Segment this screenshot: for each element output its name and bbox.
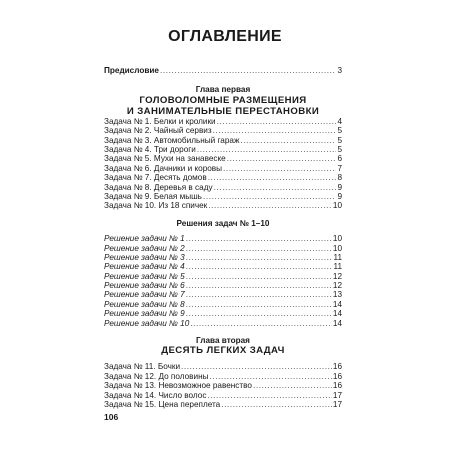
toc-entry-title: Предисловие bbox=[104, 66, 159, 75]
toc-leader-dots bbox=[186, 234, 332, 243]
toc-leader-dots bbox=[207, 391, 331, 400]
toc-leader-dots bbox=[240, 136, 336, 145]
toc-entry-title: Решение задачи № 1 bbox=[104, 234, 185, 244]
toc-leader-dots bbox=[214, 183, 337, 192]
toc-leader-dots bbox=[186, 309, 332, 318]
toc-leader-dots bbox=[209, 372, 331, 381]
toc-leader-dots bbox=[186, 272, 332, 281]
toc-entry-title: Решение задачи № 7 bbox=[104, 290, 185, 300]
page-title: ОГЛАВЛЕНИЕ bbox=[168, 28, 282, 45]
toc-leader-dots bbox=[208, 173, 337, 182]
toc-entry-page: 11 bbox=[333, 252, 342, 262]
toc-entry-title: Решение задачи № 4 bbox=[104, 262, 185, 272]
toc-entry bbox=[104, 290, 342, 299]
toc-leader-dots bbox=[186, 253, 333, 262]
toc-leader-dots bbox=[221, 400, 332, 409]
toc-leader-dots bbox=[223, 164, 336, 173]
toc-entry-title: Задача № 9. Белая мышь bbox=[104, 191, 202, 201]
toc-entry-title: Задача № 13. Невозможное равенство bbox=[104, 381, 252, 391]
toc-entry-page: 16 bbox=[332, 371, 342, 381]
toc-entry-title: Задача № 2. Чайный сервиз bbox=[104, 126, 212, 136]
table-of-contents bbox=[104, 66, 342, 409]
toc-entry bbox=[104, 183, 342, 192]
toc-entry bbox=[104, 201, 342, 210]
toc-leader-dots bbox=[186, 281, 332, 290]
toc-entry-preface bbox=[104, 66, 342, 75]
toc-entry bbox=[104, 192, 342, 201]
toc-entry bbox=[104, 173, 342, 182]
toc-entry-title: Задача № 4. Три дороги bbox=[104, 144, 196, 154]
toc-entry bbox=[104, 253, 342, 262]
toc-entry bbox=[104, 400, 342, 409]
toc-entry-title: Решение задачи № 5 bbox=[104, 271, 185, 281]
toc-entry-page: 10 bbox=[332, 234, 342, 244]
toc-entry-title: Решение задачи № 9 bbox=[104, 309, 185, 319]
chapter1-title-line2: И ЗАНИМАТЕЛЬНЫЕ ПЕРЕСТАНОВКИ bbox=[126, 105, 320, 117]
toc-entry-title: Задача № 12. До половины bbox=[104, 371, 209, 381]
toc-leader-dots bbox=[190, 319, 332, 328]
toc-leader-dots bbox=[186, 300, 332, 309]
toc-entry-page: 9 bbox=[337, 191, 342, 201]
toc-entry-page: 16 bbox=[332, 362, 342, 372]
toc-entry bbox=[104, 126, 342, 135]
toc-entry bbox=[104, 117, 342, 126]
toc-entry-title: Задача № 14. Число волос bbox=[104, 390, 207, 400]
toc-entry bbox=[104, 381, 342, 390]
toc-entry-page: 14 bbox=[332, 318, 342, 328]
chapter2-entries bbox=[104, 362, 342, 409]
toc-entry-page: 16 bbox=[332, 381, 342, 391]
toc-entry bbox=[104, 244, 342, 253]
toc-entry bbox=[104, 272, 342, 281]
toc-entry-page: 7 bbox=[337, 163, 342, 173]
toc-entry bbox=[104, 164, 342, 173]
toc-entry-title: Решение задачи № 3 bbox=[104, 252, 185, 262]
page-number: 106 bbox=[104, 412, 119, 422]
toc-entry bbox=[104, 145, 342, 154]
toc-entry bbox=[104, 300, 342, 309]
toc-entry-page: 5 bbox=[337, 135, 342, 145]
toc-entry-title: Решение задачи № 6 bbox=[104, 281, 185, 291]
toc-leader-dots bbox=[160, 66, 336, 75]
toc-leader-dots bbox=[181, 362, 332, 371]
toc-entry-title: Задача № 8. Деревья в саду bbox=[104, 182, 213, 192]
toc-entry-title: Задача № 15. Цена переплета bbox=[104, 399, 221, 409]
toc-entry-page: 9 bbox=[337, 182, 342, 192]
toc-entry-title: Решение задачи № 8 bbox=[104, 299, 185, 309]
toc-entry bbox=[104, 234, 342, 243]
toc-leader-dots bbox=[186, 262, 333, 271]
toc-leader-dots bbox=[203, 192, 336, 201]
chapter1-title-line1: ГОЛОВОЛОМНЫЕ РАЗМЕЩЕНИЯ bbox=[139, 94, 307, 106]
toc-entry-page: 10 bbox=[332, 201, 342, 211]
toc-entry-page: 8 bbox=[337, 173, 342, 183]
chapter1-label: Глава первая bbox=[195, 85, 251, 95]
toc-entry-page: 12 bbox=[332, 271, 342, 281]
toc-entry-page: 5 bbox=[337, 126, 342, 136]
toc-entry bbox=[104, 372, 342, 381]
toc-entry bbox=[104, 262, 342, 271]
toc-leader-dots bbox=[197, 145, 337, 154]
toc-entry-title: Решение задачи № 2 bbox=[104, 243, 185, 253]
toc-entry-title: Решение задачи № 10 bbox=[104, 318, 190, 328]
chapter1-entries bbox=[104, 117, 342, 211]
toc-leader-dots bbox=[186, 244, 332, 253]
toc-leader-dots bbox=[227, 154, 337, 163]
toc-leader-dots bbox=[213, 126, 337, 135]
toc-entry-page: 12 bbox=[332, 281, 342, 291]
toc-entry bbox=[104, 362, 342, 371]
toc-leader-dots bbox=[208, 201, 332, 210]
toc-entry-page: 10 bbox=[332, 243, 342, 253]
chapter2-title-line1: ДЕСЯТЬ ЛЕГКИХ ЗАДАЧ bbox=[161, 345, 285, 357]
toc-entry-title: Задача № 6. Дачники и коровы bbox=[104, 163, 223, 173]
toc-entry-page: 5 bbox=[337, 144, 342, 154]
toc-entry-title: Задача № 3. Автомобильный гараж bbox=[104, 135, 240, 145]
toc-entry-page: 17 bbox=[332, 390, 342, 400]
toc-entry-title: Задача № 7. Десять домов bbox=[104, 173, 207, 183]
toc-entry-page: 14 bbox=[332, 299, 342, 309]
toc-entry bbox=[104, 136, 342, 145]
toc-entry-page: 13 bbox=[332, 290, 342, 300]
toc-entry-title: Задача № 1. Белки и кролики bbox=[104, 116, 216, 126]
toc-entry bbox=[104, 154, 342, 163]
solutions1-entries bbox=[104, 234, 342, 328]
toc-entry bbox=[104, 319, 342, 328]
toc-entry-title: Задача № 10. Из 18 спичек bbox=[104, 201, 208, 211]
toc-entry-page: 14 bbox=[332, 309, 342, 319]
toc-leader-dots bbox=[217, 117, 337, 126]
toc-entry bbox=[104, 281, 342, 290]
toc-entry-page: 17 bbox=[332, 399, 342, 409]
toc-entry-page: 3 bbox=[337, 66, 342, 75]
toc-entry-page: 11 bbox=[333, 262, 342, 272]
toc-leader-dots bbox=[186, 290, 332, 299]
toc-entry-title: Задача № 5. Мухи на занавеске bbox=[104, 154, 226, 164]
toc-entry bbox=[104, 309, 342, 318]
toc-entry-title: Задача № 11. Бочки bbox=[104, 362, 181, 372]
toc-leader-dots bbox=[253, 381, 332, 390]
toc-entry-page: 6 bbox=[337, 154, 342, 164]
solutions1-heading: Решения задач № 1–10 bbox=[176, 218, 270, 228]
chapter2-label: Глава вторая bbox=[196, 336, 250, 346]
toc-entry-page: 4 bbox=[337, 116, 342, 126]
toc-entry bbox=[104, 391, 342, 400]
